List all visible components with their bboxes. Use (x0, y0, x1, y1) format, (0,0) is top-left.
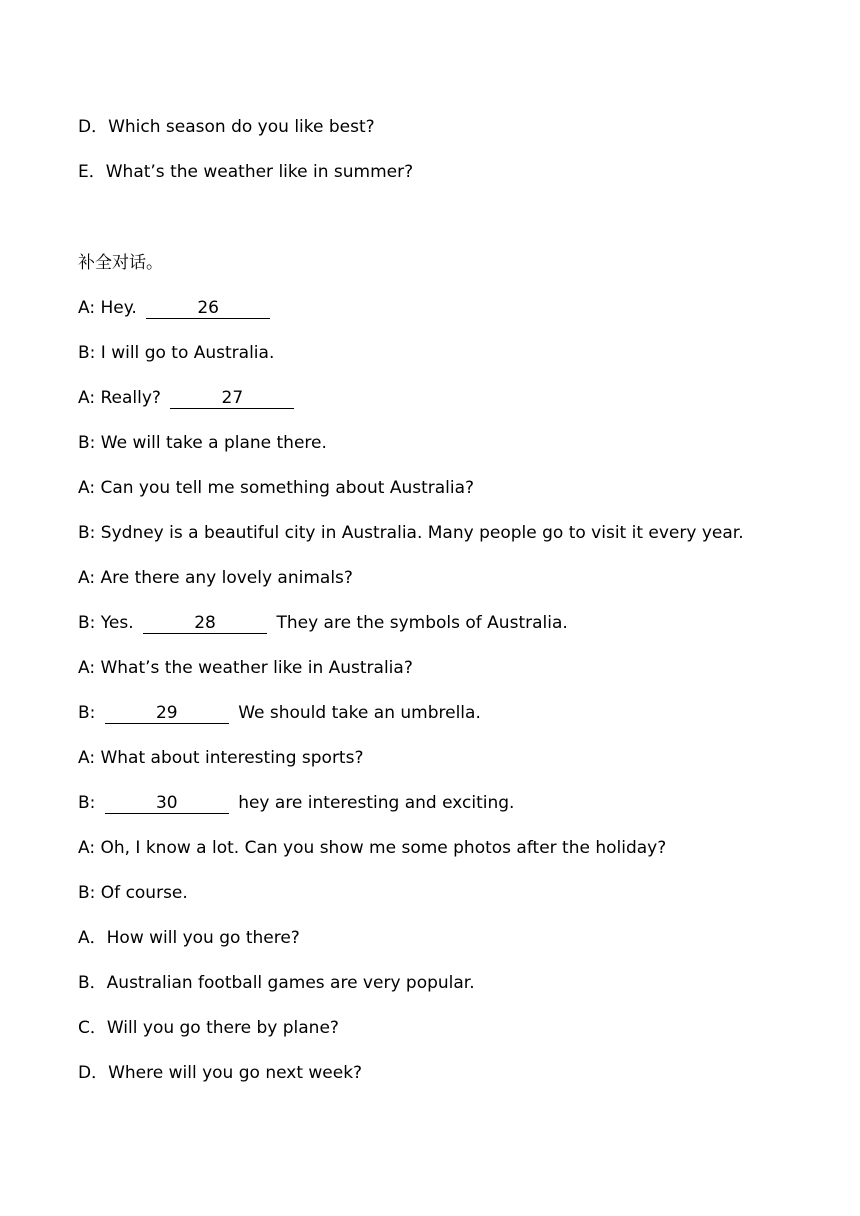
option-a: A．How will you go there? (78, 928, 300, 948)
dialogue-line-6: B: Sydney is a beautiful city in Australia. Many people go to visit it every year. (78, 523, 744, 543)
option-b: B．Australian football games are very popular. (78, 973, 475, 993)
option-c: C．Will you go there by plane? (78, 1018, 339, 1038)
previous-option-d: D．Which season do you like best? (78, 117, 375, 137)
answer-blank-30[interactable]: 30 (105, 793, 229, 814)
dialogue-line-2: B: I will go to Australia. (78, 343, 275, 363)
dialogue-text: B: Yes. (78, 613, 134, 633)
dialogue-text: B: (78, 793, 96, 813)
previous-option-e: E．What’s the weather like in summer? (78, 162, 414, 182)
answer-blank-27[interactable]: 27 (170, 388, 294, 409)
dialogue-line-11: A: What about interesting sports? (78, 748, 364, 768)
dialogue-line-14: B: Of course. (78, 883, 188, 903)
dialogue-text: We should take an umbrella. (238, 703, 481, 723)
option-d: D．Where will you go next week? (78, 1063, 363, 1083)
answer-blank-26[interactable]: 26 (146, 298, 270, 319)
dialogue-text: hey are interesting and exciting. (238, 793, 515, 813)
dialogue-text: A: Really? (78, 388, 161, 408)
dialogue-line-3 (78, 387, 298, 409)
section-title: 补全对话。 (78, 253, 163, 273)
dialogue-line-13: A: Oh, I know a lot. Can you show me some photos after the holiday? (78, 838, 667, 858)
dialogue-text: A: Hey. (78, 298, 137, 318)
dialogue-line-10 (78, 702, 481, 724)
answer-blank-28[interactable]: 28 (143, 613, 267, 634)
dialogue-line-1 (78, 297, 274, 319)
dialogue-line-4: B: We will take a plane there. (78, 433, 327, 453)
dialogue-text: They are the symbols of Australia. (276, 613, 568, 633)
dialogue-text: B: (78, 703, 96, 723)
dialogue-line-9: A: What’s the weather like in Australia? (78, 658, 413, 678)
dialogue-line-5: A: Can you tell me something about Australia? (78, 478, 475, 498)
dialogue-line-8 (78, 612, 568, 634)
dialogue-line-7: A: Are there any lovely animals? (78, 568, 353, 588)
answer-blank-29[interactable]: 29 (105, 703, 229, 724)
dialogue-line-12 (78, 792, 514, 814)
